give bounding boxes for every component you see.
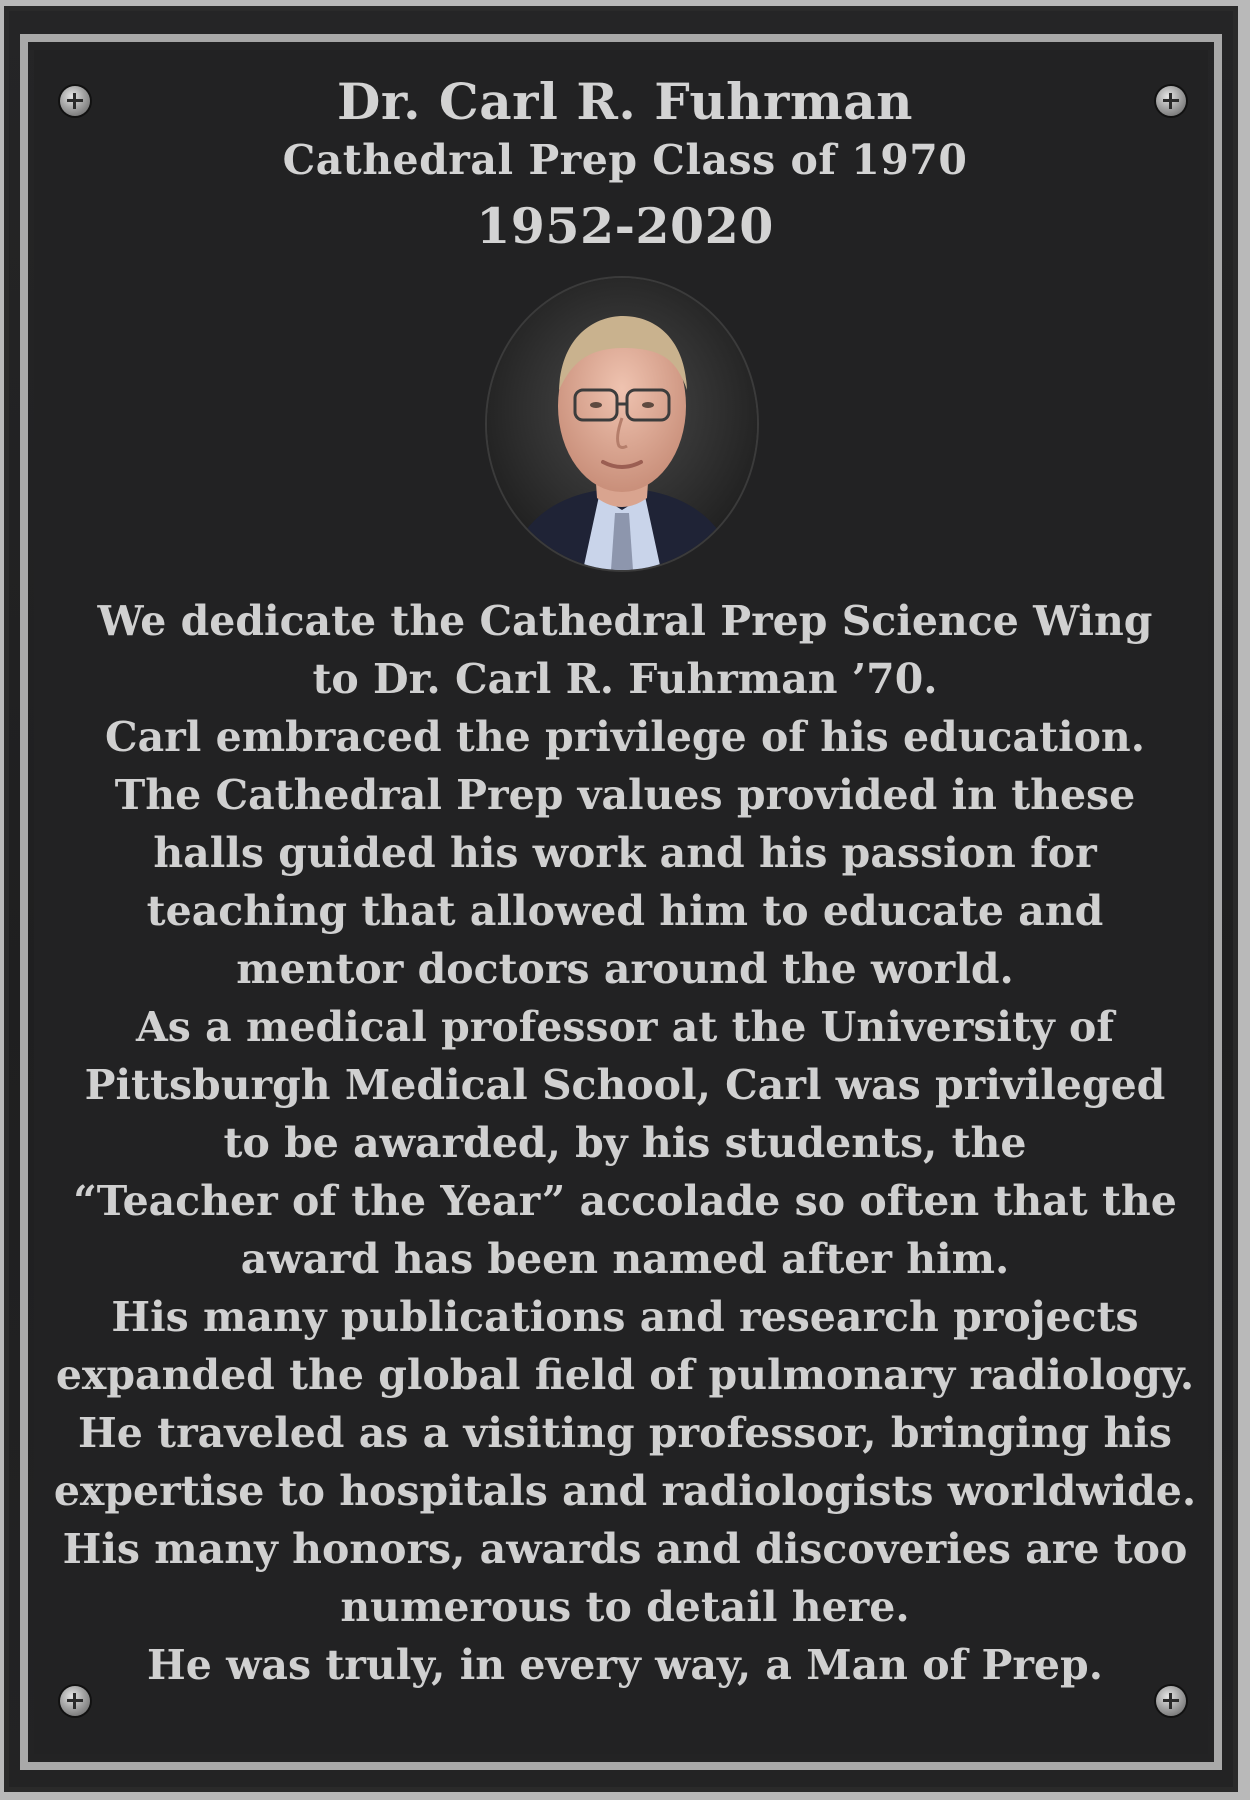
portrait-illustration [487,278,757,570]
dedication-line: We dedicate the Cathedral Prep Science Wing [97,597,1153,645]
class-year-line: Cathedral Prep Class of 1970 [282,136,968,184]
dedication-line: award has been named after him. [240,1235,1010,1283]
dedication-line: He was truly, in every way, a Man of Prep. [147,1641,1103,1689]
dedication-line: halls guided his work and his passion for [153,829,1097,877]
dedication-line: numerous to detail here. [340,1583,910,1631]
dedication-line: His many honors, awards and discoveries are too [62,1525,1188,1573]
dedication-line: to be awarded, by his students, the [223,1119,1027,1167]
dedication-line: As a medical professor at the University of [135,1003,1115,1051]
portrait-photo [487,278,757,570]
life-years: 1952-2020 [476,197,774,255]
dedication-line: expertise to hospitals and radiologists worldwide. [53,1467,1197,1515]
dedication-line: to Dr. Carl R. Fuhrman ’70. [312,655,938,703]
dedication-line: mentor doctors around the world. [236,945,1014,993]
dedication-line: Pittsburgh Medical School, Carl was privileged [84,1061,1166,1109]
dedication-line: “Teacher of the Year” accolade so often that the [73,1177,1177,1225]
dedication-line: expanded the global field of pulmonary radiology. [55,1351,1195,1399]
dedication-line: teaching that allowed him to educate and [146,887,1104,935]
dedication-text [40,592,1210,1694]
dedication-line: His many publications and research projects [111,1293,1139,1341]
dedication-line: He traveled as a visiting professor, bringing his [78,1409,1172,1457]
plaque-header [0,72,1250,260]
dedication-line: The Cathedral Prep values provided in these [114,771,1136,819]
dedication-line: Carl embraced the privilege of his education. [104,713,1145,761]
honoree-name: Dr. Carl R. Fuhrman [336,72,914,131]
